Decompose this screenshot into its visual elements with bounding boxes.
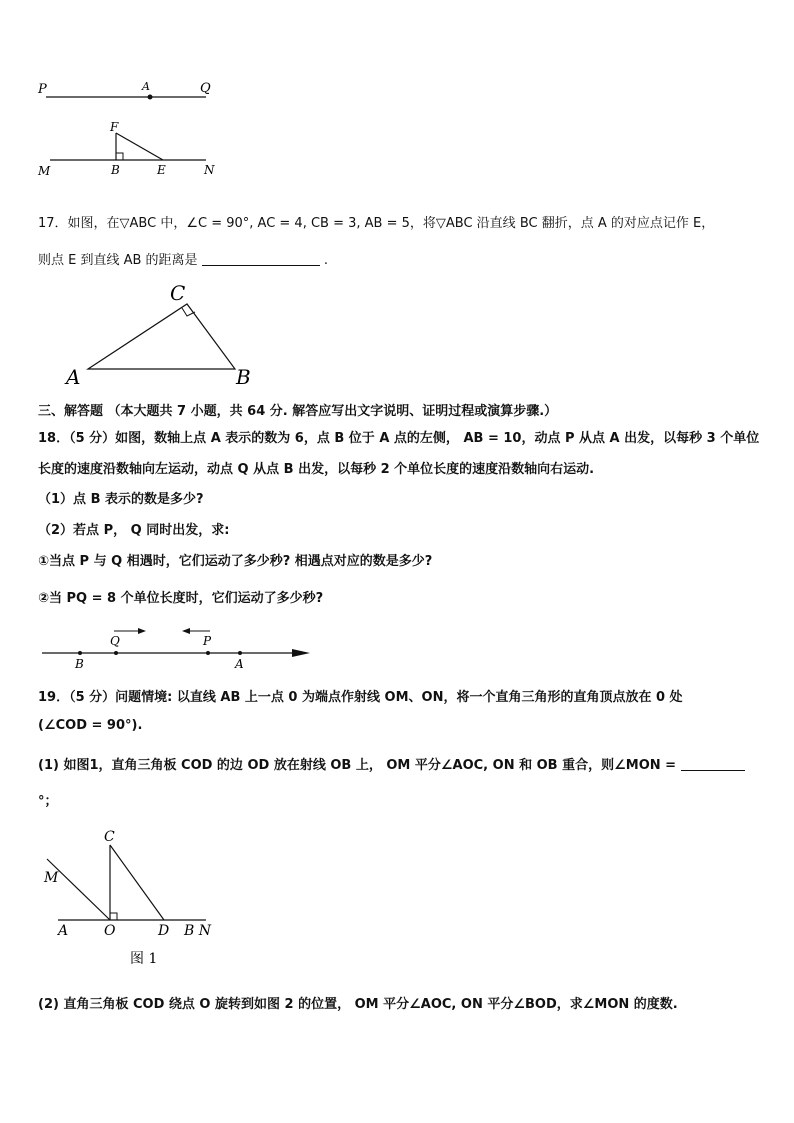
label-f: F <box>110 120 119 134</box>
label-e: E <box>157 163 166 177</box>
q18-sub1: （1）点 B 表示的数是多少? <box>38 492 204 507</box>
label-a-fig1: A <box>58 923 69 939</box>
section-3-heading: 三、解答题 （本大题共 7 小题，共 64 分. 解答应写出文字说明、证明过程或演算步骤.） <box>38 404 558 419</box>
label-m-fig1: M <box>44 870 59 886</box>
q19-line2: (∠COD = 90°). <box>38 718 143 733</box>
label-bn-fig1: B N <box>184 923 211 939</box>
label-c-fig1: C <box>104 829 115 845</box>
label-b2: B <box>236 365 251 389</box>
label-p: P <box>38 82 47 97</box>
q17-end: . <box>323 253 328 268</box>
q18-line1: 18．（5 分）如图，数轴上点 A 表示的数为 6，点 B 位于 A 点的左侧， AB = 10，动点 P 从点 A 出发，以每秒 3 个单位 <box>38 431 760 446</box>
figure-1-caption: 图 1 <box>130 951 158 967</box>
label-c: C <box>170 281 186 305</box>
label-a2: A <box>66 365 81 389</box>
label-b-axis: B <box>75 657 84 671</box>
q19-part1-text: (1) 如图1，直角三角板 COD 的边 OD 放在射线 OB 上， OM 平分∠AOC, ON 和 OB 重合，则∠MON = <box>38 758 677 773</box>
q19-line1: 19．（5 分）问题情境: 以直线 AB 上一点 0 为端点作射线 OM、ON，将一个直角三角形的直角顶点放在 0 处 <box>38 690 683 705</box>
q19-part2: (2) 直角三角板 COD 绕点 O 旋转到如图 2 的位置， OM 平分∠AOC, ON 平分∠BOD，求∠MON 的度数. <box>38 997 678 1012</box>
q17-text: 则点 E 到直线 AB 的距离是 <box>38 253 198 268</box>
label-q-axis: Q <box>110 634 120 648</box>
label-q: Q <box>200 81 211 96</box>
q18-sub2b: ②当 PQ = 8 个单位长度时，它们运动了多少秒? <box>38 591 324 606</box>
label-a: A <box>142 80 150 93</box>
label-m: M <box>38 164 51 178</box>
q18-sub2a: ①当点 P 与 Q 相遇时，它们运动了多少秒? 相遇点对应的数是多少? <box>38 554 433 569</box>
label-n: N <box>204 163 215 177</box>
q17-line1: 17．如图，在▽ABC 中，∠C = 90°, AC = 4, CB = 3, AB = 5，将▽ABC 沿直线 BC 翻折，点 A 的对应点记作 E， <box>38 216 715 231</box>
label-d-fig1: D <box>158 923 170 939</box>
label-p-axis: P <box>203 634 212 648</box>
label-a-axis: A <box>235 657 244 671</box>
label-o-fig1: O <box>104 923 116 939</box>
q18-line2: 长度的速度沿数轴向左运动，动点 Q 从点 B 出发，以每秒 2 个单位长度的速度沿数轴向右运动. <box>38 462 595 477</box>
q19-part1-end: °； <box>38 794 58 809</box>
label-b: B <box>111 163 120 177</box>
q18-sub2: （2）若点 P， Q 同时出发，求: <box>38 523 230 538</box>
